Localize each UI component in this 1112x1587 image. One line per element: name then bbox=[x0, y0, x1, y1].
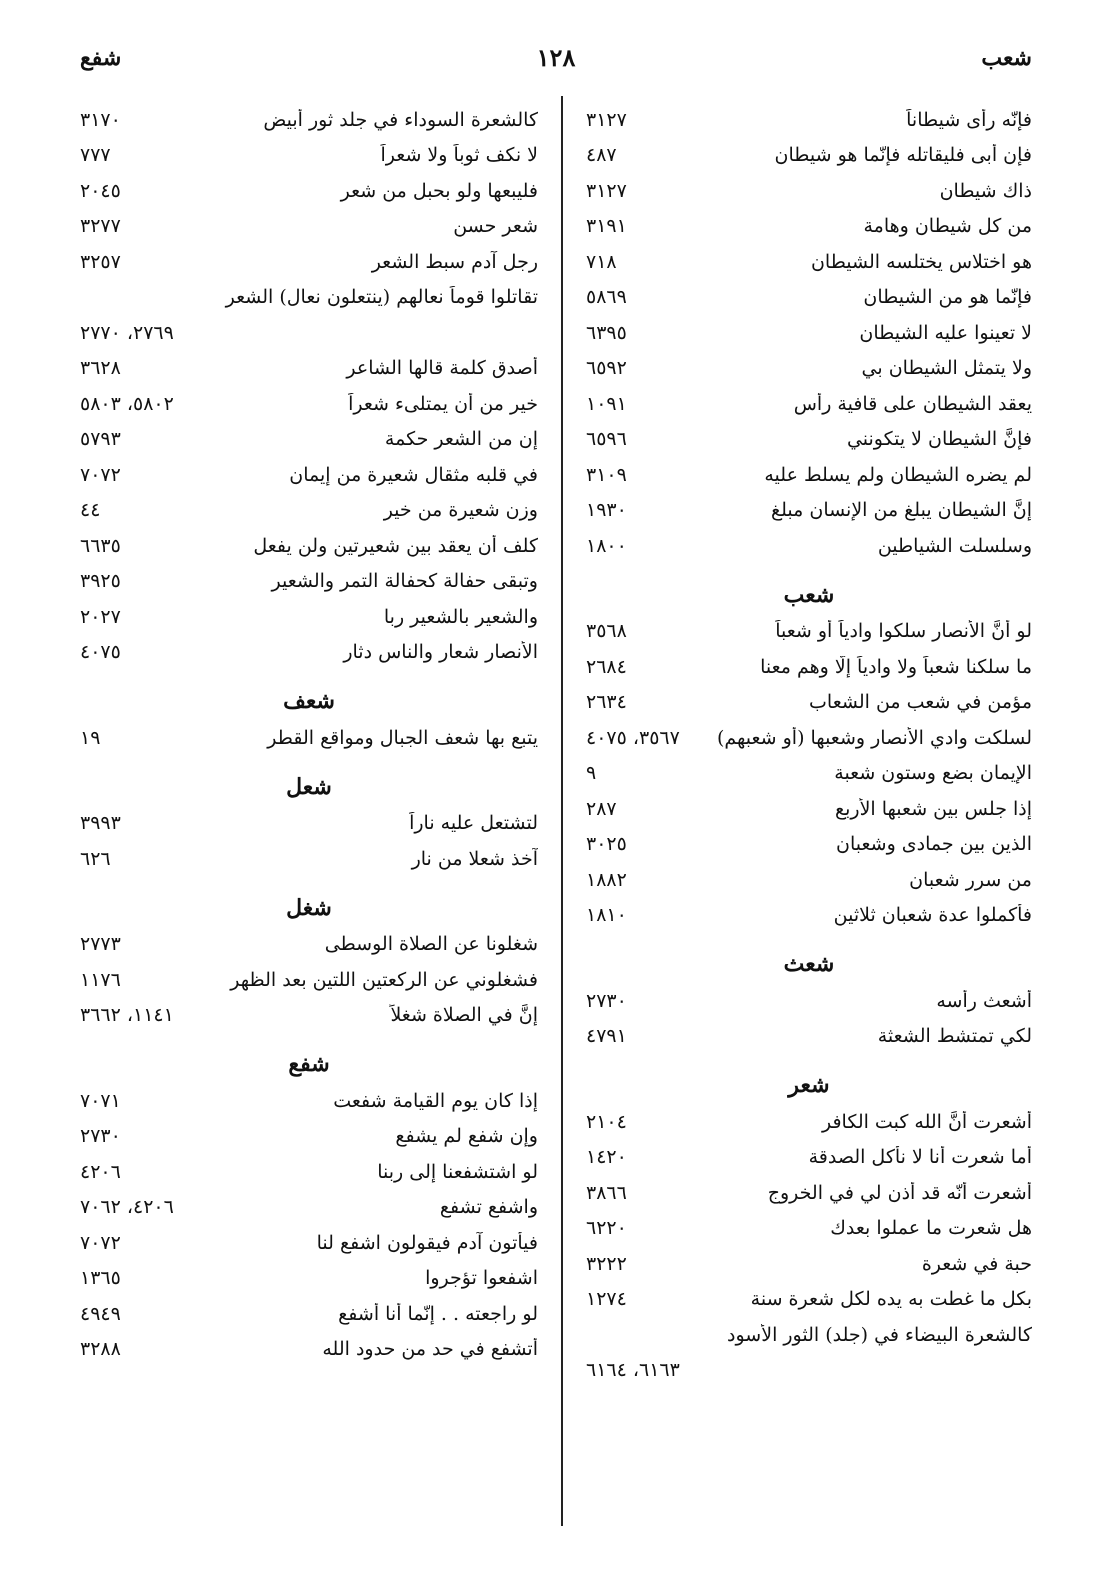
entry-reference: ١٩ bbox=[80, 726, 101, 749]
entry-reference: ٥٨٦٩ bbox=[586, 286, 627, 309]
entry-reference: ٦٦٣٥ bbox=[80, 534, 121, 557]
index-entry bbox=[80, 998, 538, 1034]
entry-phrase: وزن شعيرة من خير bbox=[383, 499, 538, 522]
column-divider bbox=[561, 96, 563, 1526]
section-heading: شغل bbox=[286, 894, 332, 921]
entry-reference: ٦٣٩٥ bbox=[586, 321, 627, 344]
entry-phrase: إن من الشعر حكمة bbox=[384, 428, 538, 451]
index-entry bbox=[586, 1353, 1032, 1389]
entry-reference: ٣٢٢٢ bbox=[586, 1252, 627, 1275]
entry-phrase: آخذ شعلا من نار bbox=[411, 847, 538, 870]
section-heading: شعث bbox=[783, 951, 835, 977]
entry-reference: ٣١٢٧ bbox=[586, 179, 627, 202]
entry-reference: ٦٢٦ bbox=[80, 847, 111, 870]
entry-phrase: رجل آدم سبط الشعر bbox=[371, 250, 538, 273]
index-entry bbox=[586, 315, 1032, 351]
page-number: ١٢٨ bbox=[536, 43, 576, 72]
entry-reference: ٣٢٨٨ bbox=[80, 1338, 121, 1361]
entry-phrase: كالشعرة السوداء في جلد ثور أبيض bbox=[263, 108, 538, 131]
entry-phrase: فإنّه رأى شيطاناً bbox=[906, 108, 1032, 131]
entry-phrase: لو أنَّ الأنصار سلكوا وادياً أو شعباً bbox=[775, 620, 1032, 643]
entry-phrase: واشفع تشفع bbox=[439, 1196, 538, 1219]
entry-phrase: فإنَّ الشيطان لا يتكونني bbox=[846, 428, 1032, 451]
index-entry bbox=[80, 173, 538, 209]
entry-reference: ٣٠٢٥ bbox=[586, 833, 627, 856]
entry-reference: ١٤٢٠ bbox=[586, 1146, 627, 1169]
entry-phrase: في قلبه مثقال شعيرة من إيمان bbox=[289, 463, 538, 486]
entry-phrase: فليبعها ولو بحبل من شعر bbox=[340, 179, 538, 202]
entry-reference: ٤٢٠٦ bbox=[80, 1160, 121, 1183]
entry-phrase: تقاتلوا قوماً نعالهم (ينتعلون نعال) الشعر bbox=[225, 286, 538, 309]
entry-phrase: أشعرت أنّه قد أذن لي في الخروج bbox=[767, 1181, 1032, 1204]
entry-phrase: لو اشتشفعنا إلى ربنا bbox=[377, 1160, 538, 1183]
entry-phrase: من كل شيطان وهامة bbox=[863, 215, 1032, 238]
index-entry bbox=[586, 493, 1032, 529]
entry-phrase: أشعث رأسه bbox=[936, 989, 1032, 1012]
entry-reference: ٦٥٩٢ bbox=[586, 357, 627, 380]
entry-reference: ٤٧٩١ bbox=[586, 1025, 627, 1048]
entry-phrase: وسلسلت الشياطين bbox=[877, 534, 1032, 557]
index-entry bbox=[586, 614, 1032, 650]
section-heading: شعل bbox=[286, 773, 332, 800]
index-entry bbox=[586, 756, 1032, 792]
index-entry bbox=[80, 1332, 538, 1368]
entry-phrase: شعر حسن bbox=[453, 215, 538, 238]
index-entry bbox=[80, 386, 538, 422]
entry-phrase: فشغلوني عن الركعتين اللتين بعد الظهر bbox=[230, 968, 538, 991]
entry-phrase: لسلكت وادي الأنصار وشعبها (أو شعبهم) bbox=[716, 726, 1032, 749]
entry-reference: ٧٧٧ bbox=[80, 144, 111, 167]
entry-phrase: أصدق كلمة قالها الشاعر bbox=[346, 357, 538, 380]
index-entry bbox=[80, 528, 538, 564]
entry-phrase: خير من أن يمتلىء شعراً bbox=[348, 392, 538, 415]
index-entry bbox=[586, 1019, 1032, 1055]
entry-reference: ٣١٩١ bbox=[586, 215, 627, 238]
index-entry bbox=[586, 720, 1032, 756]
entry-phrase: لو راجعته . . إنّما أنا أشفع bbox=[338, 1302, 538, 1325]
entry-reference: ٢١٠٤ bbox=[586, 1110, 627, 1133]
entry-phrase: يتبع بها شعف الجبال ومواقع القطر bbox=[267, 726, 538, 749]
entry-phrase: الإيمان بضع وستون شعبة bbox=[834, 762, 1032, 785]
entry-reference: ٣٢٧٧ bbox=[80, 215, 121, 238]
entry-phrase: وتبقى حفالة كحفالة التمر والشعير bbox=[271, 570, 538, 593]
entry-phrase: الأنصار شعار والناس دثار bbox=[343, 641, 538, 664]
entry-reference: ٩ bbox=[586, 762, 597, 785]
index-entry bbox=[80, 209, 538, 245]
index-entry bbox=[80, 1296, 538, 1332]
index-entry bbox=[586, 685, 1032, 721]
index-entry bbox=[80, 315, 538, 351]
entry-reference: ٣٦٢٨ bbox=[80, 357, 121, 380]
entry-reference: ٣٨٦٦ bbox=[586, 1181, 627, 1204]
index-entry bbox=[586, 1175, 1032, 1211]
entry-reference: ٢٧٣٠ bbox=[586, 989, 627, 1012]
entry-reference: ٤٨٧ bbox=[586, 144, 617, 167]
index-entry bbox=[80, 1119, 538, 1155]
entry-reference: ٦١٦٣، ٦١٦٤ bbox=[586, 1359, 680, 1382]
entry-reference: ١٨١٠ bbox=[586, 904, 627, 927]
entry-reference: ٣٥٦٨ bbox=[586, 620, 627, 643]
index-entry bbox=[586, 1246, 1032, 1282]
entry-phrase: لكي تمتشط الشعثة bbox=[877, 1025, 1032, 1048]
entry-phrase: أتشفع في حد من حدود الله bbox=[322, 1338, 538, 1361]
section-heading: شفع bbox=[288, 1051, 330, 1077]
index-entry bbox=[586, 898, 1032, 934]
entry-phrase: اشفعوا تؤجروا bbox=[425, 1267, 538, 1290]
index-entry bbox=[586, 422, 1032, 458]
entry-phrase: شغلونا عن الصلاة الوسطى bbox=[324, 933, 538, 956]
index-entry bbox=[586, 528, 1032, 564]
index-column-left bbox=[80, 102, 538, 1367]
index-entry bbox=[586, 649, 1032, 685]
entry-phrase: حبة في شعرة bbox=[921, 1252, 1032, 1275]
index-entry bbox=[80, 280, 538, 316]
index-entry bbox=[586, 280, 1032, 316]
index-entry bbox=[586, 351, 1032, 387]
entry-reference: ٧١٨ bbox=[586, 250, 617, 273]
entry-reference: ١١٤١، ٣٦٦٢ bbox=[80, 1004, 174, 1027]
index-entry bbox=[586, 209, 1032, 245]
entry-phrase: لتشتعل عليه ناراً bbox=[409, 812, 538, 835]
entry-reference: ٢٠٢٧ bbox=[80, 605, 121, 628]
entry-reference: ١٣٦٥ bbox=[80, 1267, 121, 1290]
entry-phrase: أما شعرت أنا لا نأكل الصدقة bbox=[808, 1146, 1032, 1169]
entry-reference: ٢٧٣٠ bbox=[80, 1125, 121, 1148]
entry-reference: ٣٢٥٧ bbox=[80, 250, 121, 273]
entry-phrase: هل شعرت ما عملوا بعدك bbox=[830, 1217, 1032, 1240]
entry-reference: ١٨٠٠ bbox=[586, 534, 627, 557]
index-entry bbox=[80, 1083, 538, 1119]
entry-reference: ١٩٣٠ bbox=[586, 499, 627, 522]
entry-reference: ٣٥٦٧، ٤٠٧٥ bbox=[586, 726, 680, 749]
entry-phrase: لا نكف ثوباً ولا شعراً bbox=[380, 144, 538, 167]
index-entry bbox=[80, 422, 538, 458]
entry-phrase: فإنّما هو من الشيطان bbox=[863, 286, 1032, 309]
entry-phrase: لا تعينوا عليه الشيطان bbox=[859, 321, 1032, 344]
index-entry bbox=[586, 457, 1032, 493]
entry-phrase: يعقد الشيطان على قافية رأس bbox=[793, 392, 1032, 415]
entry-reference: ٦٢٢٠ bbox=[586, 1217, 627, 1240]
entry-reference: ٢٦٨٤ bbox=[586, 655, 627, 678]
index-entry bbox=[80, 962, 538, 998]
entry-phrase: ذاك شيطان bbox=[939, 179, 1032, 202]
index-entry bbox=[80, 635, 538, 671]
index-entry bbox=[586, 173, 1032, 209]
index-entry bbox=[80, 841, 538, 877]
entry-reference: ٧٠٧٢ bbox=[80, 463, 121, 486]
section-heading: شعر bbox=[788, 1072, 830, 1098]
entry-phrase: الذين بين جمادى وشعبان bbox=[836, 833, 1032, 856]
index-entry bbox=[586, 1140, 1032, 1176]
entry-reference: ١٢٧٤ bbox=[586, 1288, 627, 1311]
entry-reference: ٣١٧٠ bbox=[80, 108, 121, 131]
running-head-left: شفع bbox=[80, 45, 122, 71]
index-entry bbox=[586, 386, 1032, 422]
entry-phrase: بكل ما غطت به يده لكل شعرة سنة bbox=[750, 1288, 1032, 1311]
index-entry bbox=[80, 457, 538, 493]
index-entry bbox=[80, 564, 538, 600]
entry-phrase: هو اختلاس يختلسه الشيطان bbox=[810, 250, 1032, 273]
section-heading: شعب bbox=[783, 581, 835, 608]
index-entry bbox=[80, 102, 538, 138]
entry-phrase: إنَّ الشيطان يبلغ من الإنسان مبلغ bbox=[771, 499, 1032, 522]
index-entry bbox=[80, 138, 538, 174]
entry-reference: ٤٢٠٦، ٧٠٦٢ bbox=[80, 1196, 174, 1219]
entry-reference: ٧٠٧٢ bbox=[80, 1231, 121, 1254]
entry-phrase: ما سلكنا شعباً ولا وادياً إلّا وهم معنا bbox=[760, 655, 1032, 678]
index-entry bbox=[80, 493, 538, 529]
index-entry bbox=[80, 1261, 538, 1297]
entry-phrase: كلف أن يعقد بين شعيرتين ولن يفعل bbox=[253, 534, 538, 557]
running-head-right: شعب bbox=[981, 45, 1032, 71]
entry-phrase: فأكملوا عدة شعبان ثلاثين bbox=[833, 904, 1032, 927]
index-entry bbox=[586, 862, 1032, 898]
index-entry bbox=[80, 927, 538, 963]
entry-reference: ٢٠٤٥ bbox=[80, 179, 121, 202]
entry-reference: ١٠٩١ bbox=[586, 392, 627, 415]
index-entry bbox=[586, 1282, 1032, 1318]
section-heading: شعف bbox=[283, 688, 335, 714]
index-entry bbox=[80, 599, 538, 635]
index-entry bbox=[586, 983, 1032, 1019]
entry-reference: ١٨٨٢ bbox=[586, 868, 627, 891]
index-entry bbox=[586, 102, 1032, 138]
entry-reference: ٢٧٦٩، ٢٧٧٠ bbox=[80, 321, 174, 344]
entry-reference: ٢٨٧ bbox=[586, 797, 617, 820]
index-entry bbox=[586, 138, 1032, 174]
entry-phrase: إنَّ في الصلاة شغلاً bbox=[390, 1004, 538, 1027]
entry-reference: ٥٨٠٢، ٥٨٠٣ bbox=[80, 392, 174, 415]
entry-reference: ٤٤ bbox=[80, 499, 101, 522]
index-entry bbox=[586, 1211, 1032, 1247]
index-entry bbox=[80, 1190, 538, 1226]
entry-phrase: والشعير بالشعير ربا bbox=[383, 605, 538, 628]
entry-phrase: فيأتون آدم فيقولون اشفع لنا bbox=[316, 1231, 538, 1254]
entry-phrase: وإن شفع لم يشفع bbox=[395, 1125, 538, 1148]
index-entry bbox=[586, 1317, 1032, 1353]
entry-phrase: أشعرت أنَّ الله كبت الكافر bbox=[821, 1110, 1032, 1133]
index-entry bbox=[80, 720, 538, 756]
index-entry bbox=[80, 351, 538, 387]
entry-phrase: لم يضره الشيطان ولم يسلط عليه bbox=[764, 463, 1032, 486]
entry-reference: ٦٥٩٦ bbox=[586, 428, 627, 451]
entry-reference: ٣٩٢٥ bbox=[80, 570, 121, 593]
entry-reference: ٥٧٩٣ bbox=[80, 428, 121, 451]
entry-reference: ٢٦٣٤ bbox=[586, 691, 627, 714]
entry-reference: ٤٠٧٥ bbox=[80, 641, 121, 664]
entry-reference: ٣٩٩٣ bbox=[80, 812, 121, 835]
entry-phrase: فإن أبى فليقاتله فإنّما هو شيطان bbox=[774, 144, 1032, 167]
entry-reference: ٧٠٧١ bbox=[80, 1089, 121, 1112]
entry-reference: ١١٧٦ bbox=[80, 968, 121, 991]
entry-reference: ٣١٢٧ bbox=[586, 108, 627, 131]
index-entry bbox=[586, 1104, 1032, 1140]
entry-phrase: مؤمن في شعب من الشعاب bbox=[809, 691, 1032, 714]
index-entry bbox=[586, 827, 1032, 863]
index-column-right bbox=[586, 102, 1032, 1388]
entry-phrase: إذا جلس بين شعبها الأربع bbox=[835, 797, 1032, 820]
entry-reference: ٢٧٧٣ bbox=[80, 933, 121, 956]
entry-reference: ٤٩٤٩ bbox=[80, 1302, 121, 1325]
entry-phrase: كالشعرة البيضاء في (جلد) الثور الأسود bbox=[727, 1323, 1032, 1346]
entry-phrase: من سرر شعبان bbox=[909, 868, 1032, 891]
index-entry bbox=[586, 791, 1032, 827]
entry-phrase: إذا كان يوم القيامة شفعت bbox=[333, 1089, 538, 1112]
index-entry bbox=[80, 1154, 538, 1190]
entry-reference: ٣١٠٩ bbox=[586, 463, 627, 486]
index-entry bbox=[586, 244, 1032, 280]
entry-phrase: ولا يتمثل الشيطان بي bbox=[861, 357, 1032, 380]
index-entry bbox=[80, 806, 538, 842]
index-entry bbox=[80, 244, 538, 280]
index-entry bbox=[80, 1225, 538, 1261]
